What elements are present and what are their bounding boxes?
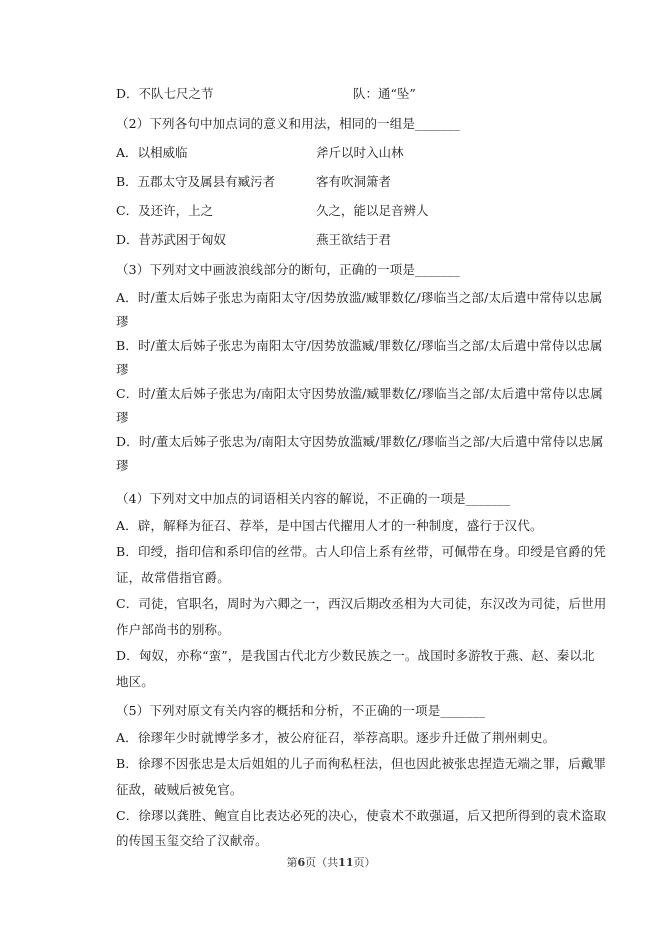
- footer-total-pages: 11: [338, 856, 354, 869]
- question-2: （2）下列各句中加点词的意义和用法，相同的一组是_______: [116, 116, 460, 131]
- q2-option-c-right: 久之，能以足音辨人: [316, 203, 429, 218]
- footer-prefix: 第: [286, 856, 298, 869]
- q2-option-a-left: A．以相威临: [116, 145, 188, 160]
- page-footer: [0, 856, 662, 870]
- q3-option-c: C．时/董太后姊子张忠为/南阳太守因势放滥/臧罪数亿/璆临当之部/太后遣中常侍以忠属: [116, 386, 603, 401]
- q3-option-c-cont: 璆: [116, 410, 129, 425]
- footer-page-number: 6: [297, 856, 306, 869]
- option-d-top-left: D．不队七尺之节: [116, 86, 214, 101]
- q5-option-c: C．徐璆以龚胜、鲍宣自比表达必死的决心，使袁术不敢强逼，后又把所得到的袁术盗取: [116, 808, 607, 823]
- q3-option-d: D．时/董太后姊子张忠为/南阳太守因势放滥臧/罪数亿/璆临当之部/大后遣中常侍以忠属: [116, 434, 604, 449]
- q3-option-a: A．时/董太后姊子张忠为南阳太守/因势放滥/臧罪数亿/璆临当之部/太后遣中常侍以忠属: [116, 290, 603, 305]
- q5-option-c-cont: 的传国玉玺交给了汉献帝。: [116, 833, 268, 848]
- q5-option-b: B．徐璆不因张忠是太后姐姐的儿子而徇私枉法，但也因此被张忠捏造无端之罪，后戴罪: [116, 756, 607, 771]
- q2-option-c-left: C．及还许，上之: [116, 203, 214, 218]
- footer-mid: 页（共: [305, 856, 339, 869]
- q5-option-a: A．徐璆年少时就博学多才，被公府征召，举荐高职。逐步升迁做了荆州刺史。: [116, 730, 556, 745]
- q2-option-b-left: B．五郡太守及属县有臧污者: [116, 174, 276, 189]
- q3-option-a-cont: 璆: [116, 314, 129, 329]
- footer-suffix: 页）: [353, 856, 376, 869]
- q2-option-b-right: 客有吹洞箫者: [316, 174, 392, 189]
- option-d-top-right: 队：通“坠”: [353, 86, 416, 101]
- q4-option-d: D．匈奴，亦称“蛮”，是我国古代北方少数民族之一。战国时多游牧于燕、赵、秦以北: [116, 648, 595, 663]
- q4-option-b: B．印绶，指印信和系印信的丝带。古人印信上系有丝带，可佩带在身。印绶是官爵的凭: [116, 544, 607, 559]
- q4-option-c: C．司徒，官职名，周时为六卿之一，西汉后期改丞相为大司徒，东汉改为司徒，后世用: [116, 596, 607, 611]
- q2-option-a-right: 斧斤以时入山林: [316, 145, 404, 160]
- q4-option-a: A．辟，解释为征召、荐举，是中国古代擢用人才的一种制度，盛行于汉代。: [116, 518, 543, 533]
- q2-option-d-right: 燕王欲结于君: [316, 232, 392, 247]
- q3-option-b: B．时/董太后姊子张忠为南阳太守/因势放滥臧/罪数亿/璆临当之部/太后遣中常侍以忠属: [116, 338, 603, 353]
- q4-option-c-cont: 作户部尚书的别称。: [116, 622, 230, 637]
- q3-option-b-cont: 璆: [116, 362, 129, 377]
- q2-option-d-left: D．昔苏武困于匈奴: [116, 232, 227, 247]
- q4-option-d-cont: 地区。: [116, 674, 154, 689]
- q3-option-d-cont: 璆: [116, 458, 129, 473]
- question-4: （4）下列对文中加点的词语相关内容的解说，不正确的一项是_______: [116, 491, 511, 506]
- q5-option-b-cont: 征敌，破贼后被免官。: [116, 782, 243, 797]
- q4-option-b-cont: 证，故常借指官爵。: [116, 570, 230, 585]
- question-3: （3）下列对文中画波浪线部分的断句，正确的一项是_______: [116, 262, 460, 277]
- question-5: （5）下列对原文有关内容的概括和分析，不正确的一项是_______: [116, 703, 486, 718]
